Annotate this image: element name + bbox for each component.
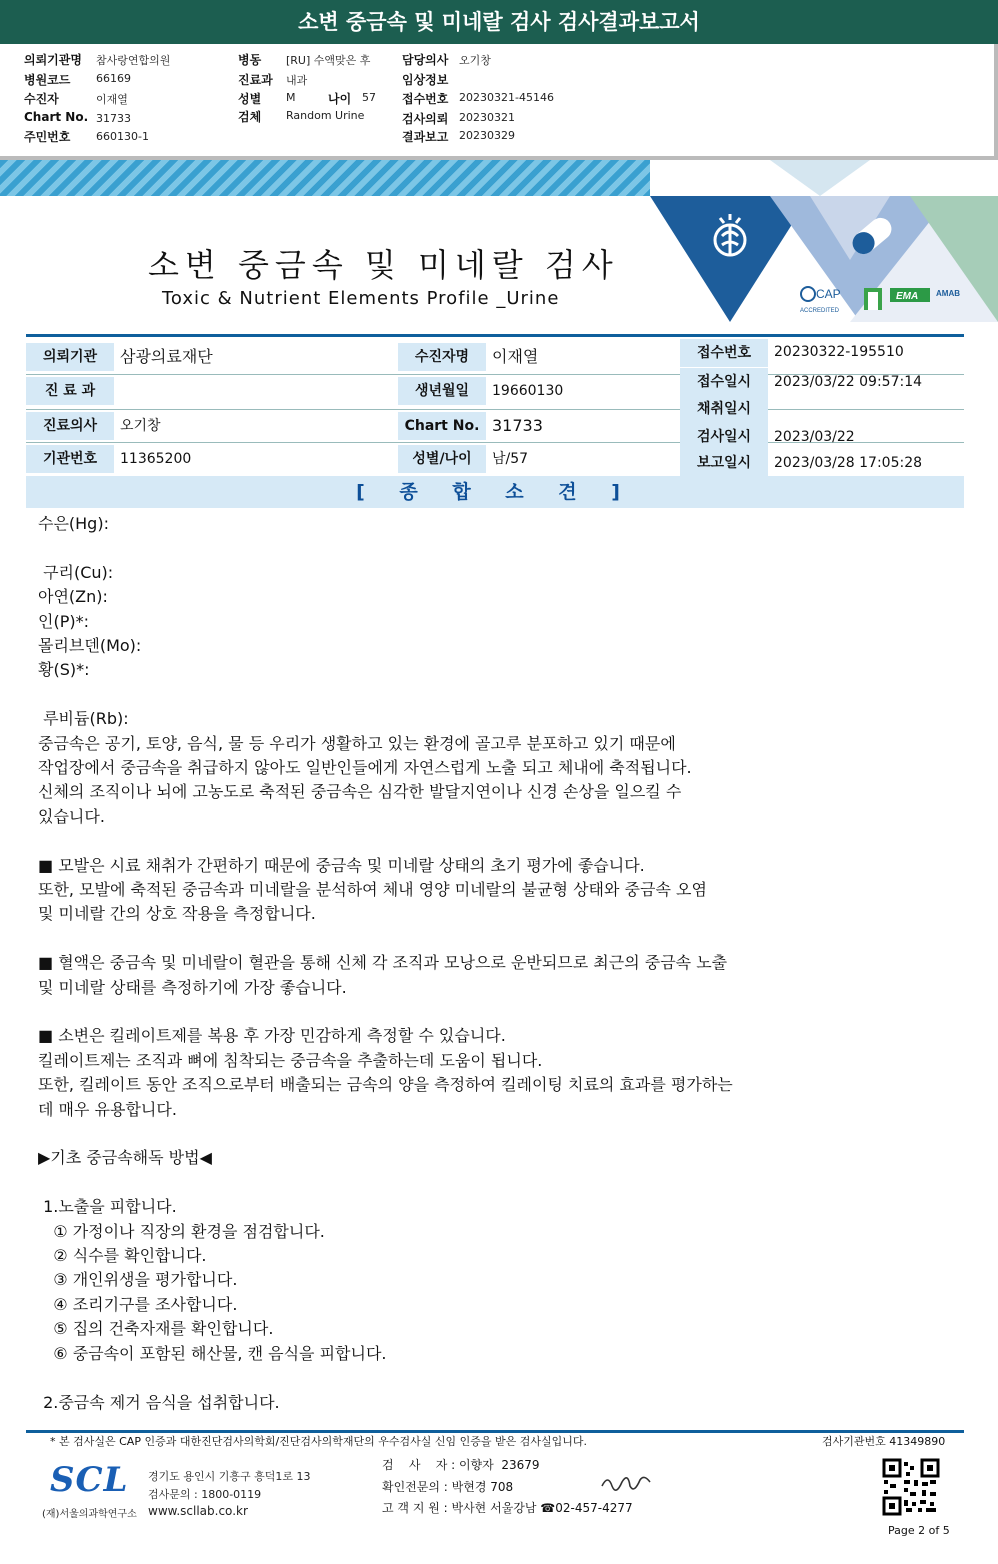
- summary-line: ③ 개인위생을 평가합니다.: [38, 1270, 238, 1290]
- footer-accreditation-note: * 본 검사실은 CAP 인증과 대한진단검사의학회/진단검사의학재단의 우수검사실 신임 인증을 받은 검사실입니다.: [50, 1435, 588, 1448]
- svg-text:ACCREDITED: ACCREDITED: [800, 308, 840, 314]
- summary-line: [38, 1171, 958, 1195]
- tester-line: 검 사 자 : 이향자 23679: [382, 1458, 540, 1472]
- ref-label: 검사의뢰: [402, 112, 449, 126]
- summary-line: ④ 조리기구를 조사합니다.: [38, 1294, 238, 1314]
- svg-text:CAP: CAP: [816, 287, 841, 301]
- info-label: 접수일시: [680, 368, 768, 396]
- summary-line: 또한, 모발에 축적된 중금속과 미네랄을 분석하여 체내 영양 미네랄의 불균형 상태와 중금속 오염: [38, 880, 707, 900]
- qr-code-icon: [882, 1458, 940, 1516]
- info-value: 31733: [492, 416, 543, 435]
- support-phone: 02-457-4277: [555, 1501, 633, 1515]
- info-label: 채취일시: [680, 395, 768, 423]
- summary-line: ■ 소변은 킬레이트제를 복용 후 가장 민감하게 측정할 수 있습니다.: [38, 1026, 506, 1046]
- info-label: 의뢰기관: [26, 343, 114, 371]
- summary-line: 킬레이트제는 조직과 뼈에 침착되는 중금속을 추출하는데 도움이 됩니다.: [38, 1050, 543, 1070]
- phone-icon: ☎: [540, 1501, 556, 1515]
- decorative-header-graphic: [650, 160, 998, 322]
- ref-label: 수진자: [24, 92, 59, 106]
- ref-label: 나이: [328, 92, 352, 106]
- info-value: 19660130: [492, 383, 564, 399]
- report-title-korean: 소변 중금속 및 미네랄 검사: [148, 246, 619, 284]
- info-label: 검사일시: [680, 423, 768, 451]
- report-title-english: Toxic & Nutrient Elements Profile _Urine: [162, 288, 560, 309]
- summary-line: 및 미네랄 간의 상호 작용을 측정합니다.: [38, 904, 316, 924]
- summary-line: ⑥ 중금속이 포함된 해산물, 캔 음식을 피합니다.: [38, 1343, 387, 1363]
- summary-body: [38, 512, 958, 1415]
- summary-line: 루비듐(Rb):: [38, 709, 129, 729]
- ref-label: 검체: [238, 110, 262, 124]
- lab-website: www.scllab.co.kr: [148, 1504, 248, 1518]
- summary-line: [38, 1000, 958, 1024]
- patient-info-table: [26, 334, 964, 477]
- info-label: 접수번호: [680, 339, 768, 367]
- summary-line: 또한, 킬레이트 동안 조직으로부터 배출되는 금속의 양을 측정하여 킬레이팅 치료의 효과를 평가하는: [38, 1075, 733, 1095]
- amab-logo: [936, 289, 960, 298]
- ref-label: 의뢰기관명: [24, 53, 82, 67]
- summary-line: 아연(Zn):: [38, 587, 108, 607]
- info-value: 2023/03/22: [774, 429, 855, 445]
- summary-line: [38, 683, 958, 707]
- ref-value: 66169: [96, 72, 131, 85]
- page-number: Page 2 of 5: [888, 1524, 950, 1537]
- ema-logo: [890, 288, 930, 302]
- summary-line: [38, 536, 958, 560]
- ref-label: 임상정보: [402, 73, 449, 87]
- info-label: 보고일시: [680, 449, 768, 477]
- ref-value: 이재열: [96, 93, 128, 106]
- info-label: 수진자명: [398, 343, 486, 371]
- summary-line: ⑤ 집의 건축자재를 확인합니다.: [38, 1319, 274, 1339]
- info-label: 진 료 과: [26, 377, 114, 405]
- info-value: 삼광의료재단: [120, 347, 213, 366]
- info-value: 20230322-195510: [774, 344, 904, 360]
- lab-phone: 검사문의 : 1800-0119: [148, 1488, 262, 1501]
- scl-org-name: (재)서울의과학연구소: [42, 1509, 137, 1520]
- ref-label: Chart No.: [24, 110, 89, 124]
- ref-label: 진료과: [238, 73, 273, 87]
- ref-value: 20230321: [459, 111, 515, 124]
- referral-info-block: [0, 44, 998, 160]
- info-label: 기관번호: [26, 445, 114, 473]
- support-contact: 고 객 지 원 : 박사현 서울강남: [382, 1501, 537, 1515]
- summary-line: ■ 모발은 시료 채취가 간편하기 때문에 중금속 및 미네랄 상태의 초기 평가에 좋습니다.: [38, 855, 645, 875]
- ref-value: M: [286, 91, 296, 104]
- summary-line: 데 매우 유용합니다.: [38, 1099, 177, 1119]
- summary-heading: [ 종 합 소 견 ]: [26, 476, 964, 508]
- ref-value: 20230329: [459, 129, 515, 142]
- summary-line: [38, 927, 958, 951]
- summary-line: 및 미네랄 상태를 측정하기에 가장 좋습니다.: [38, 977, 347, 997]
- lm-logo: [864, 288, 882, 310]
- info-label: Chart No.: [398, 412, 486, 440]
- summary-line: ② 식수를 확인합니다.: [38, 1246, 207, 1266]
- ref-value: 참사랑연합의원: [96, 54, 171, 67]
- support-line: [382, 1499, 633, 1516]
- svg-text:EMA: EMA: [896, 291, 919, 302]
- report-banner-title: 소변 중금속 및 미네랄 검사 검사결과보고서: [0, 0, 998, 44]
- ref-label: 담당의사: [402, 53, 449, 67]
- summary-line: 몰리브덴(Mo):: [38, 636, 142, 656]
- summary-line: ■ 혈액은 중금속 및 미네랄이 혈관을 통해 신체 각 조직과 모낭으로 운반되므로 최근의 중금속 노출: [38, 953, 728, 973]
- svg-text:AMAB: AMAB: [936, 289, 960, 298]
- ref-value: Random Urine: [286, 109, 365, 122]
- info-value: 오기창: [120, 418, 161, 434]
- ref-value: 내과: [286, 74, 308, 87]
- summary-line: 2.중금속 제거 음식을 섭취합니다.: [38, 1392, 280, 1412]
- summary-line: 인(P)*:: [38, 611, 89, 631]
- summary-line: [38, 829, 958, 853]
- ref-value: 오기창: [459, 54, 491, 67]
- footer-institution-number: 검사기관번호 41349890: [822, 1435, 946, 1448]
- ref-label: 성별: [238, 92, 262, 106]
- ref-value: 660130-1: [96, 130, 149, 143]
- summary-line: 있습니다.: [38, 806, 105, 826]
- ref-value: 57: [362, 91, 376, 104]
- ref-label: 결과보고: [402, 130, 449, 144]
- ref-label: 병동: [238, 53, 262, 67]
- ref-value: 31733: [96, 112, 131, 125]
- summary-line: [38, 1122, 958, 1146]
- info-value: 2023/03/28 17:05:28: [774, 455, 923, 471]
- info-label: 성별/나이: [398, 445, 486, 473]
- info-value: 2023/03/22 09:57:14: [774, 374, 923, 390]
- summary-line: ① 가정이나 직장의 환경을 점검합니다.: [38, 1221, 325, 1241]
- summary-line: 1.노출을 피합니다.: [38, 1197, 177, 1217]
- summary-line: 구리(Cu):: [38, 562, 114, 582]
- doctor-line: 확인전문의 : 박현경 708: [382, 1480, 514, 1494]
- info-value: 남/57: [492, 451, 529, 467]
- scl-logo: SCL: [50, 1460, 129, 1500]
- signature-mark: [598, 1470, 654, 1494]
- summary-line: 수은(Hg):: [38, 514, 109, 533]
- lab-address: 경기도 용인시 기흥구 흥덕1로 13: [148, 1470, 311, 1483]
- summary-line: 황(S)*:: [38, 660, 90, 680]
- summary-line: 중금속은 공기, 토양, 음식, 물 등 우리가 생활하고 있는 환경에 골고루 분포하고 있기 때문에: [38, 733, 676, 753]
- info-value: 11365200: [120, 451, 192, 467]
- ref-label: 주민번호: [24, 130, 71, 144]
- ref-value: 20230321-45146: [459, 91, 554, 104]
- summary-line: [38, 1366, 958, 1390]
- ref-value: [RU] 수액맞은 후: [286, 54, 371, 67]
- summary-line: 신체의 조직이나 뇌에 고농도로 축적된 중금속은 심각한 발달지연이나 신경 손상을 일으킬 수: [38, 782, 682, 802]
- info-label: 진료의사: [26, 412, 114, 440]
- summary-line: ▶기초 중금속해독 방법◀: [38, 1148, 212, 1168]
- ref-label: 병원코드: [24, 73, 71, 87]
- summary-line: 작업장에서 중금속을 취급하지 않아도 일반인들에게 자연스럽게 노출 되고 체내에 축적됩니다.: [38, 758, 692, 778]
- info-label: 생년월일: [398, 377, 486, 405]
- info-value: 이재열: [492, 347, 539, 366]
- ref-label: 접수번호: [402, 92, 449, 106]
